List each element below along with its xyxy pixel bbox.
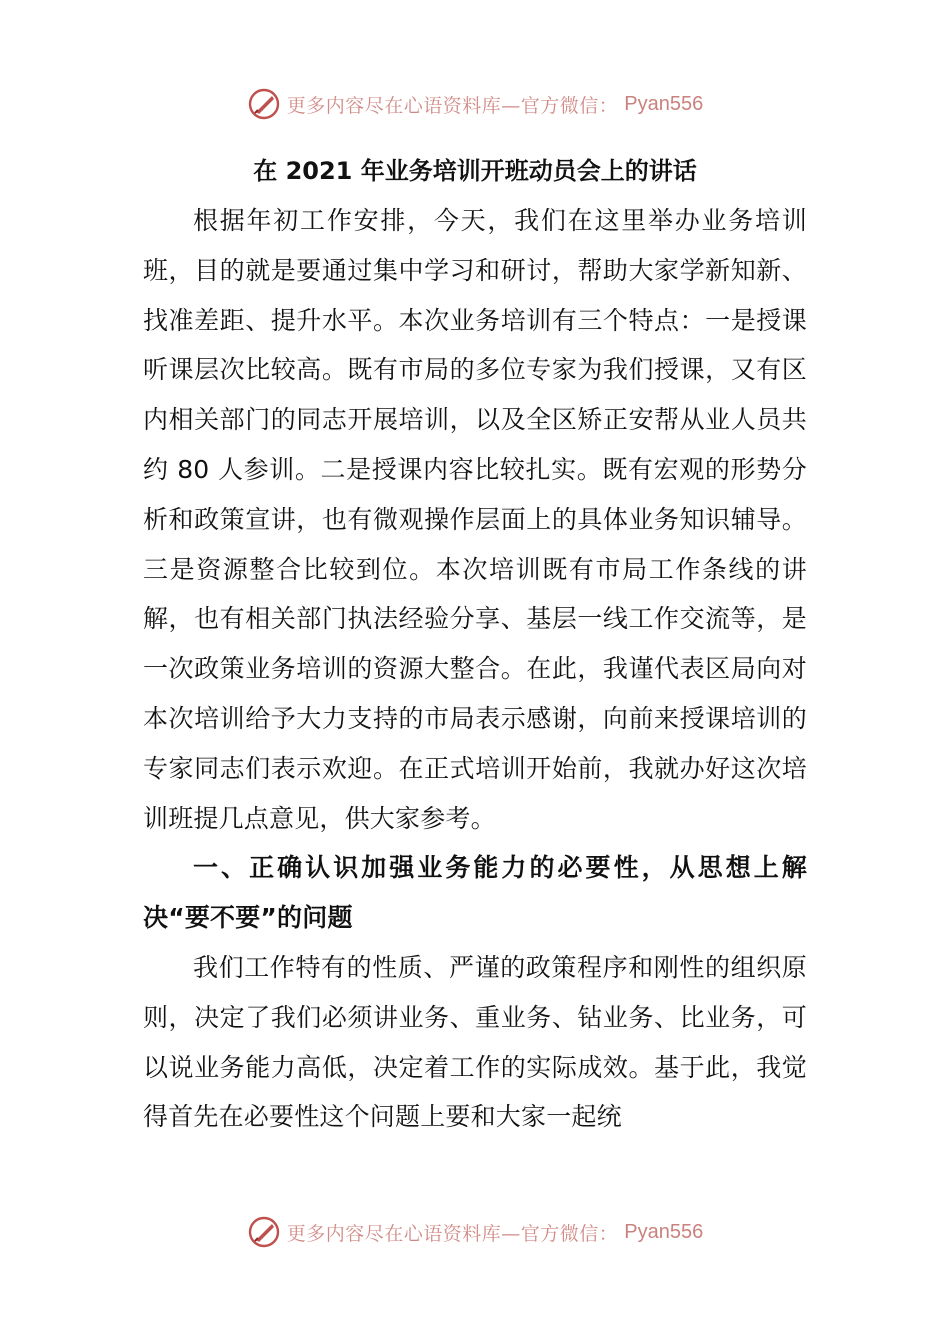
paragraph-section-1: 我们工作特有的性质、严谨的政策程序和刚性的组织原则，决定了我们必须讲业务、重业务、钻业务、比业务，可以说业务能力高低，决定着工作的实际成效。基于此，我觉得首先在必要性这个问题上要和大家一起统 bbox=[143, 952, 807, 1132]
paragraph-intro: 根据年初工作安排，今天，我们在这里举办业务培训班，目的就是要通过集中学习和研讨，帮助大家学新知新、找准差距、提升水平。本次业务培训有三个特点：一是授课听课层次比较高。既有市局的多位专家为我们授课，又有区内相关部门的同志开展培训，以及全区矫正安帮从业人员共约 80 人参训。二是授课内容比较扎实。既有宏观的形势分析和政策宣讲，也有微观操作层面上的具体业务知识辅导。三是资源整合比较到位。本次培训既有市局工作条线的讲解，也有相关部门执法经验分享、基层一线工作交流等，是一次政策业务培训的资源大整合。在此，我谨代表区局向对本次培训给予大力支持的市局表示感谢，向前来授课培训的专家同志们表示欢迎。在正式培训开始前，我就办好这次培训班提几点意见，供大家参考。 bbox=[143, 206, 807, 833]
quill-logo-icon bbox=[247, 87, 281, 121]
header-watermark bbox=[0, 82, 950, 126]
watermark-wechat-id: Pyan556 bbox=[624, 92, 704, 115]
watermark-text: 更多内容尽在心语资料库—官方微信： bbox=[286, 94, 619, 117]
document-body bbox=[143, 146, 807, 1142]
footer-watermark bbox=[0, 1210, 950, 1254]
quill-logo-icon bbox=[247, 1215, 281, 1249]
watermark-text: 更多内容尽在心语资料库—官方微信： bbox=[286, 1222, 619, 1245]
section-heading-1: 一、正确认识加强业务能力的必要性，从思想上解决“要不要”的问题 bbox=[143, 853, 807, 933]
watermark-wechat-id: Pyan556 bbox=[624, 1220, 704, 1243]
document-title: 在 2021 年业务培训开班动员会上的讲话 bbox=[253, 157, 697, 185]
